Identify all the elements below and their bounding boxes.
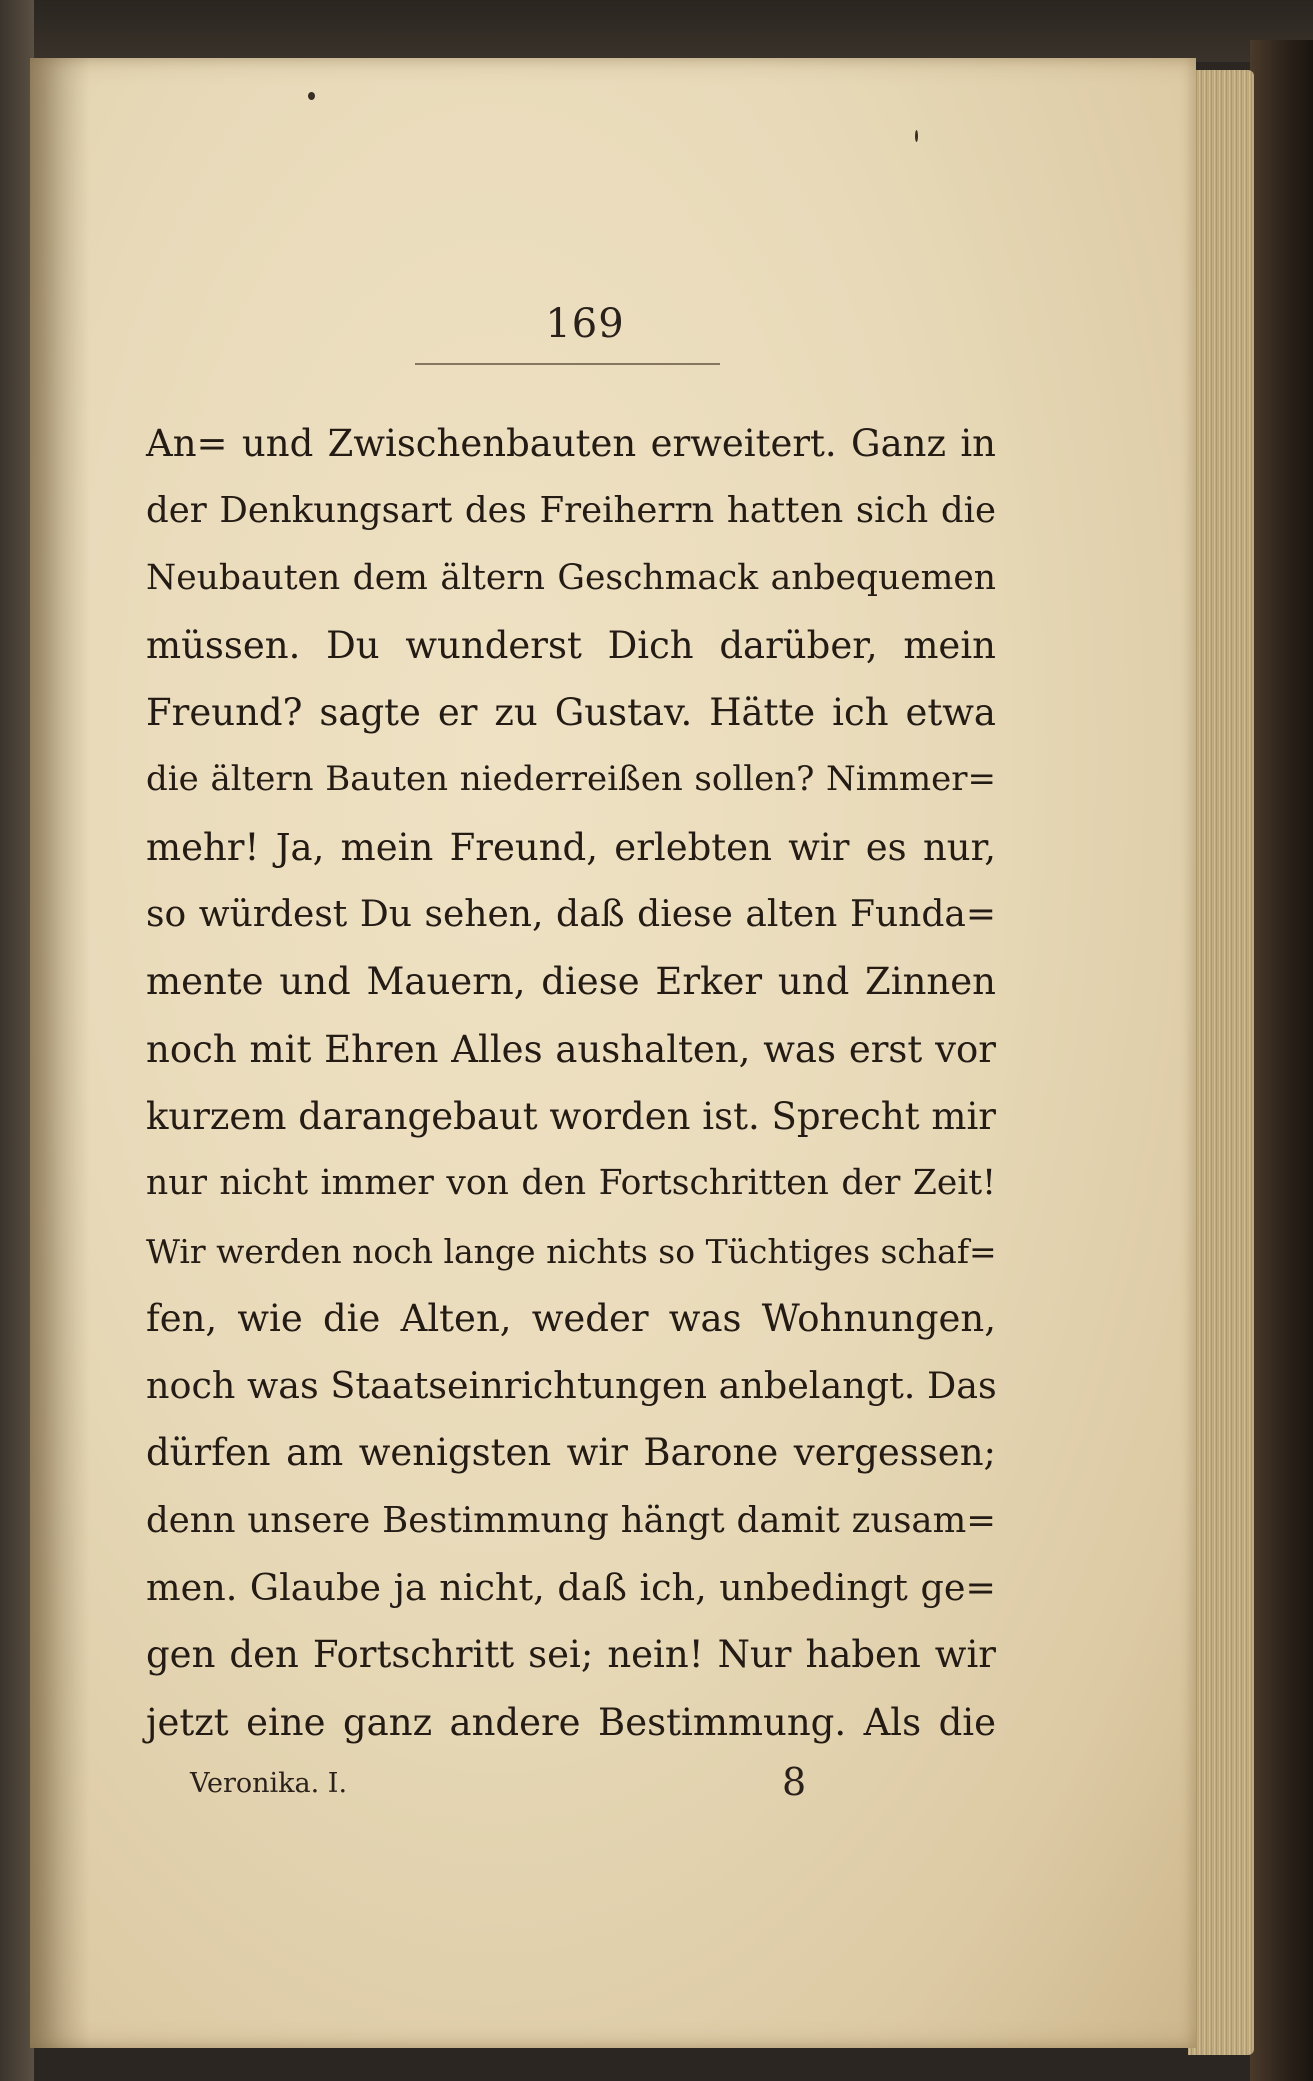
text-line: jetzt eine ganz andere Bestimmung. Als die <box>146 1700 996 1744</box>
text-line: Freund? sagte er zu Gustav. Hätte ich etwa <box>146 691 996 735</box>
paper-speck <box>308 92 315 100</box>
text-line: gen den Fortschritt sei; nein! Nur haben wir <box>146 1633 996 1677</box>
text-line: noch mit Ehren Alles aushalten, was erst vor <box>146 1027 996 1071</box>
header-rule <box>415 363 720 365</box>
text-line: fen, wie die Alten, weder was Wohnungen, <box>146 1296 996 1340</box>
book-page <box>30 58 1196 2048</box>
book-cover-top-edge <box>0 0 1313 62</box>
paper-speck <box>915 130 918 142</box>
body-text <box>146 410 996 1756</box>
text-line: die ältern Bauten niederreißen sollen? Nimmer= <box>146 759 996 800</box>
text-line: Wir werden noch lange nichts so Tüchtiges schaf= <box>146 1231 997 1271</box>
text-line: mehr! Ja, mein Freund, erlebten wir es nur, <box>146 825 996 869</box>
book-cover-right <box>1250 40 1313 2081</box>
page-edges <box>1188 70 1254 2055</box>
text-line: mente und Mauern, diese Erker und Zinnen <box>146 960 996 1004</box>
text-line: kurzem darangebaut worden ist. Sprecht mir <box>146 1094 996 1138</box>
text-line: denn unsere Bestimmung hängt damit zusam= <box>146 1499 996 1541</box>
page-number-text: 169 <box>545 301 625 347</box>
page-footer <box>190 1760 1030 1804</box>
page-number <box>30 301 1196 347</box>
sheet-number: 8 <box>782 1760 807 1804</box>
text-line: noch was Staatseinrichtungen anbelangt. Das <box>146 1364 997 1408</box>
text-line: An= und Zwischenbauten erweitert. Ganz in <box>146 422 996 465</box>
text-line: men. Glaube ja nicht, daß ich, unbedingt ge= <box>146 1566 996 1610</box>
text-line: der Denkungsart des Freiherrn hatten sich die <box>146 490 996 532</box>
text-line: so würdest Du sehen, daß diese alten Funda= <box>146 894 996 936</box>
text-line: nur nicht immer von den Fortschritten der Zeit! <box>146 1163 996 1204</box>
signature-mark: Veronika. I. <box>190 1768 348 1799</box>
book-gutter-left-edge <box>0 0 34 2081</box>
spine-shadow <box>30 58 90 2048</box>
text-line: Neubauten dem ältern Geschmack anbequemen <box>146 557 996 598</box>
text-line: dürfen am wenigsten wir Barone vergessen; <box>146 1431 996 1475</box>
text-line: müssen. Du wunderst Dich darüber, mein <box>146 623 996 667</box>
